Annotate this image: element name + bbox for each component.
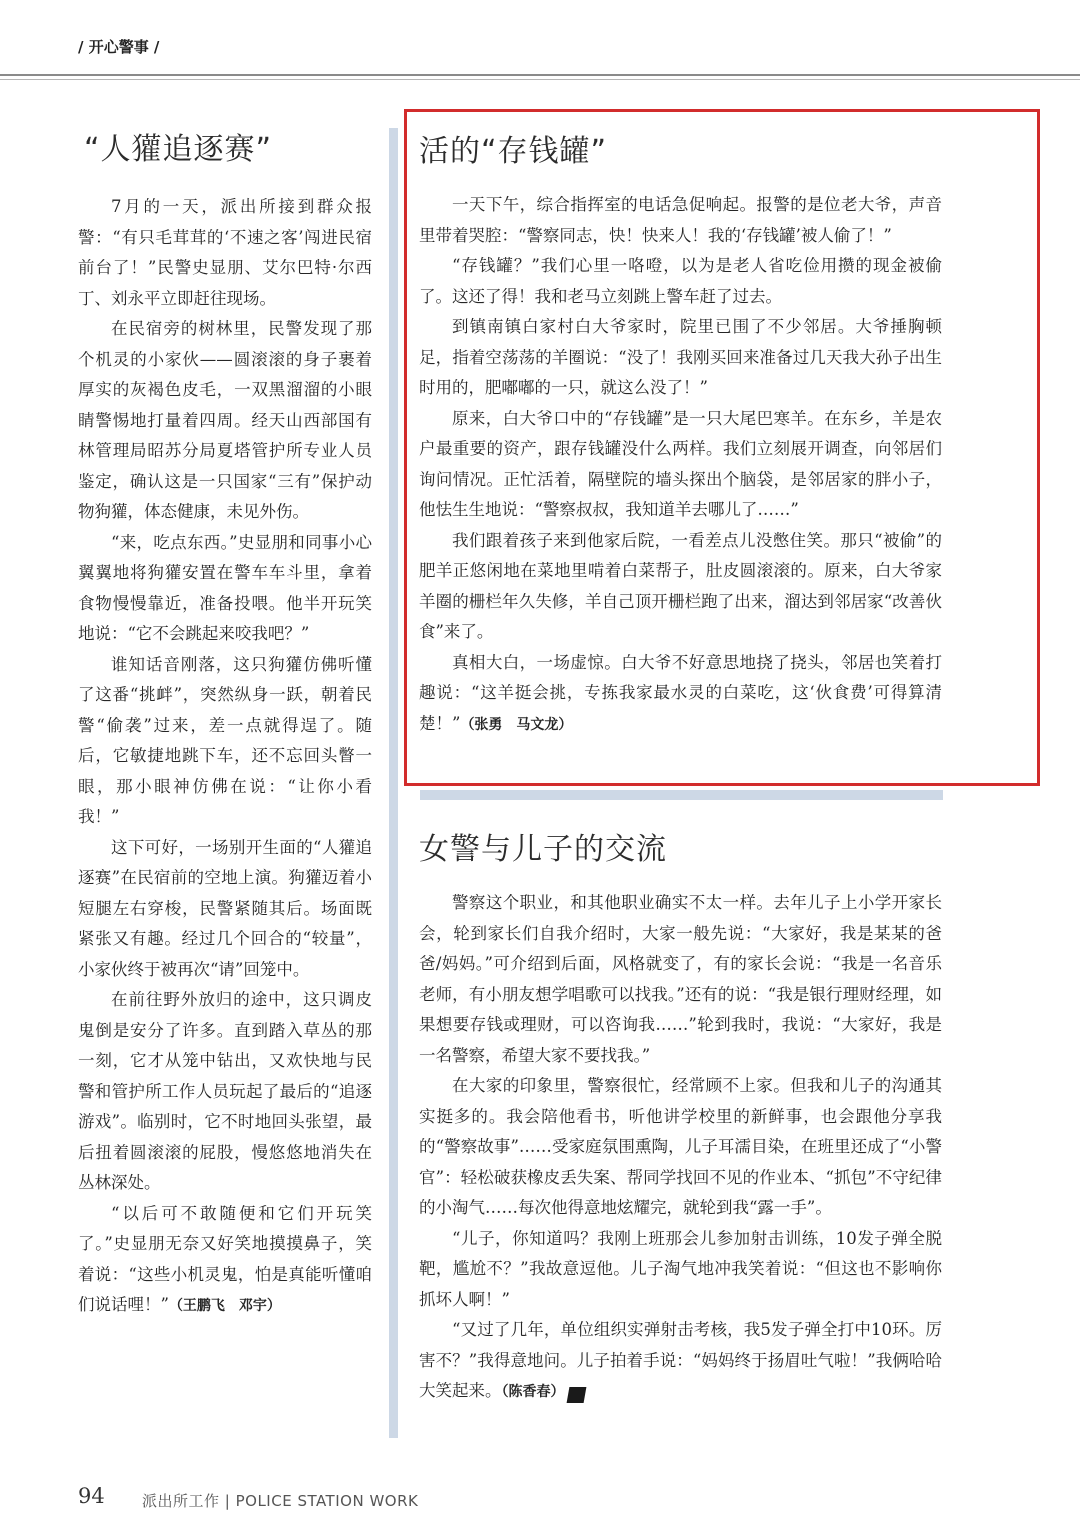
article-paragraph: 警察这个职业，和其他职业确实不太一样。去年儿子上小学开家长会，轮到家长们自我介绍时，大家一般先说：“大家好，我是某某的爸爸/妈妈。”可介绍到后面，风格就变了，有的家长会说：“我是一名音乐老师，有小朋友想学唱歌可以找我。”还有的说：“我是银行理财经理，如果想要存钱或理财，可以咨询我……”轮到我时，我说：“大家好，我是一名警察，希望大家不要找我。” (419, 893, 942, 1065)
article-divider-bar (420, 790, 943, 800)
article-paragraph: “儿子，你知道吗？我刚上班那会儿参加射击训练，10发子弹全脱靶，尴尬不？”我故意逗他。儿子淘气地冲我笑着说：“但这也不影响你抓坏人啊！” (419, 1228, 942, 1309)
article-title: 女警与儿子的交流 (419, 832, 667, 867)
article-paragraph: 原来，白大爷口中的“存钱罐”是一只大尾巴寒羊。在东乡，羊是农户最重要的资产，跟存钱罐没什么两样。我们立刻展开调查，向邻居们询问情况。正忙活着，隔壁院的墙头探出个脑袋，是邻居家的胖小子，他怯生生地说：“警察叔叔，我知道羊去哪儿了……” (419, 408, 942, 519)
article-left (78, 128, 372, 1322)
byline: （张勇 马文龙） (460, 716, 573, 733)
article-right-bottom (419, 828, 942, 1408)
article-paragraph (78, 1199, 372, 1322)
article-title: “人獾追逐赛” (84, 132, 273, 167)
end-mark-icon: P (566, 1387, 586, 1403)
article-paragraph: 在前往野外放归的途中，这只调皮鬼倒是安分了许多。直到踏入草丛的那一刻，它才从笼中钻出，又欢快地与民警和管护所工作人员玩起了最后的“追逐游戏”。临别时，它不时地回头张望，最后扭着圆滚滚的屁股，慢悠悠地消失在丛林深处。 (78, 990, 372, 1192)
article-paragraph (419, 648, 942, 741)
article-right-top (419, 130, 942, 740)
article-paragraph: 7月的一天，派出所接到群众报警：“有只毛茸茸的‘不速之客’闯进民宿前台了！”民警史显朋、艾尔巴特·尔西丁、刘永平立即赶往现场。 (78, 197, 372, 308)
magazine-name: 派出所工作 | POLICE STATION WORK (142, 1492, 419, 1510)
article-paragraph: 我们跟着孩子来到他家后院，一看差点儿没憋住笑。那只“被偷”的肥羊正悠闲地在菜地里啃着白菜帮子，肚皮圆滚滚的。原来，白大爷家羊圈的栅栏年久失修，羊自己顶开栅栏跑了出来，溜达到邻居家“改善伙食”来了。 (419, 530, 942, 641)
byline: （王鹏飞 邓宇） (168, 1298, 281, 1314)
paragraph-text: 真相大白，一场虚惊。白大爷不好意思地挠了挠头，邻居也笑着打趣说：“这羊挺会挑，专拣我家最水灵的白菜吃，这‘伙食费’可得算清楚！” (419, 652, 942, 733)
article-paragraph: 到镇南镇白家村白大爷家时，院里已围了不少邻居。大爷捶胸顿足，指着空荡荡的羊圈说：“没了！我刚买回来准备过几天我大孙子出生时用的，肥嘟嘟的一只，就这么没了！” (419, 317, 942, 397)
article-title: 活的“存钱罐” (419, 134, 608, 169)
article-paragraph (419, 1315, 942, 1408)
paragraph-text: “又过了几年，单位组织实弹射击考核，我5发子弹全打中10环。厉害不？”我得意地问。儿子拍着手说：“妈妈终于扬眉吐气啦！”我俩哈哈大笑起来。 (419, 1320, 942, 1400)
article-paragraph: 在民宿旁的树林里，民警发现了那个机灵的小家伙——圆滚滚的身子裹着厚实的灰褐色皮毛，一双黑溜溜的小眼睛警惕地打量着四周。经天山西部国有林管理局昭苏分局夏塔管护所专业人员鉴定，确认这是一只国家“三有”保护动物狗獾，体态健康，未见外伤。 (78, 319, 372, 521)
article-paragraph: 在大家的印象里，警察很忙，经常顾不上家。但我和儿子的沟通其实挺多的。我会陪他看书，听他讲学校里的新鲜事，也会跟他分享我的“警察故事”……受家庭氛围熏陶，儿子耳濡目染，在班里还成了“小警官”：轻松破获橡皮丢失案、帮同学找回不见的作业本、“抓包”不守纪律的小淘气……每次他得意地炫耀完，就轮到我“露一手”。 (419, 1076, 942, 1217)
byline: （陈香春） (501, 1384, 565, 1400)
section-label: / 开心警事 / (78, 38, 160, 56)
article-paragraph: “存钱罐？”我们心里一咯噔，以为是老人省吃俭用攒的现金被偷了。这还了得！我和老马立刻跳上警车赶了过去。 (419, 256, 942, 306)
article-paragraph: 一天下午，综合指挥室的电话急促响起。报警的是位老大爷，声音里带着哭腔：“警察同志，快！快来人！我的‘存钱罐’被人偷了！” (419, 195, 942, 245)
column-divider-bar (389, 128, 398, 1438)
header-rule-thin (0, 79, 1080, 80)
paragraph-text: “以后可不敢随便和它们开玩笑了。”史显朋无奈又好笑地摸摸鼻子，笑着说：“这些小机灵鬼，怕是真能听懂咱们说话哩！” (78, 1203, 372, 1314)
article-paragraph: 这下可好，一场别开生面的“人獾追逐赛”在民宿前的空地上演。狗獾迈着小短腿左右穿梭，民警紧随其后。场面既紧张又有趣。经过几个回合的“较量”，小家伙终于被再次“请”回笼中。 (78, 837, 372, 979)
article-paragraph: “来，吃点东西。”史显朋和同事小心翼翼地将狗獾安置在警车车斗里，拿着食物慢慢靠近，准备投喂。他半开玩笑地说：“它不会跳起来咬我吧？” (78, 532, 372, 643)
page-number: 94 (78, 1484, 105, 1508)
header-rule (0, 74, 1080, 76)
article-paragraph: 谁知话音刚落，这只狗獾仿佛听懂了这番“挑衅”，突然纵身一跃，朝着民警“偷袭”过来，差一点就得逞了。随后，它敏捷地跳下车，还不忘回头瞥一眼，那小眼神仿佛在说：“让你小看我！” (78, 654, 372, 826)
